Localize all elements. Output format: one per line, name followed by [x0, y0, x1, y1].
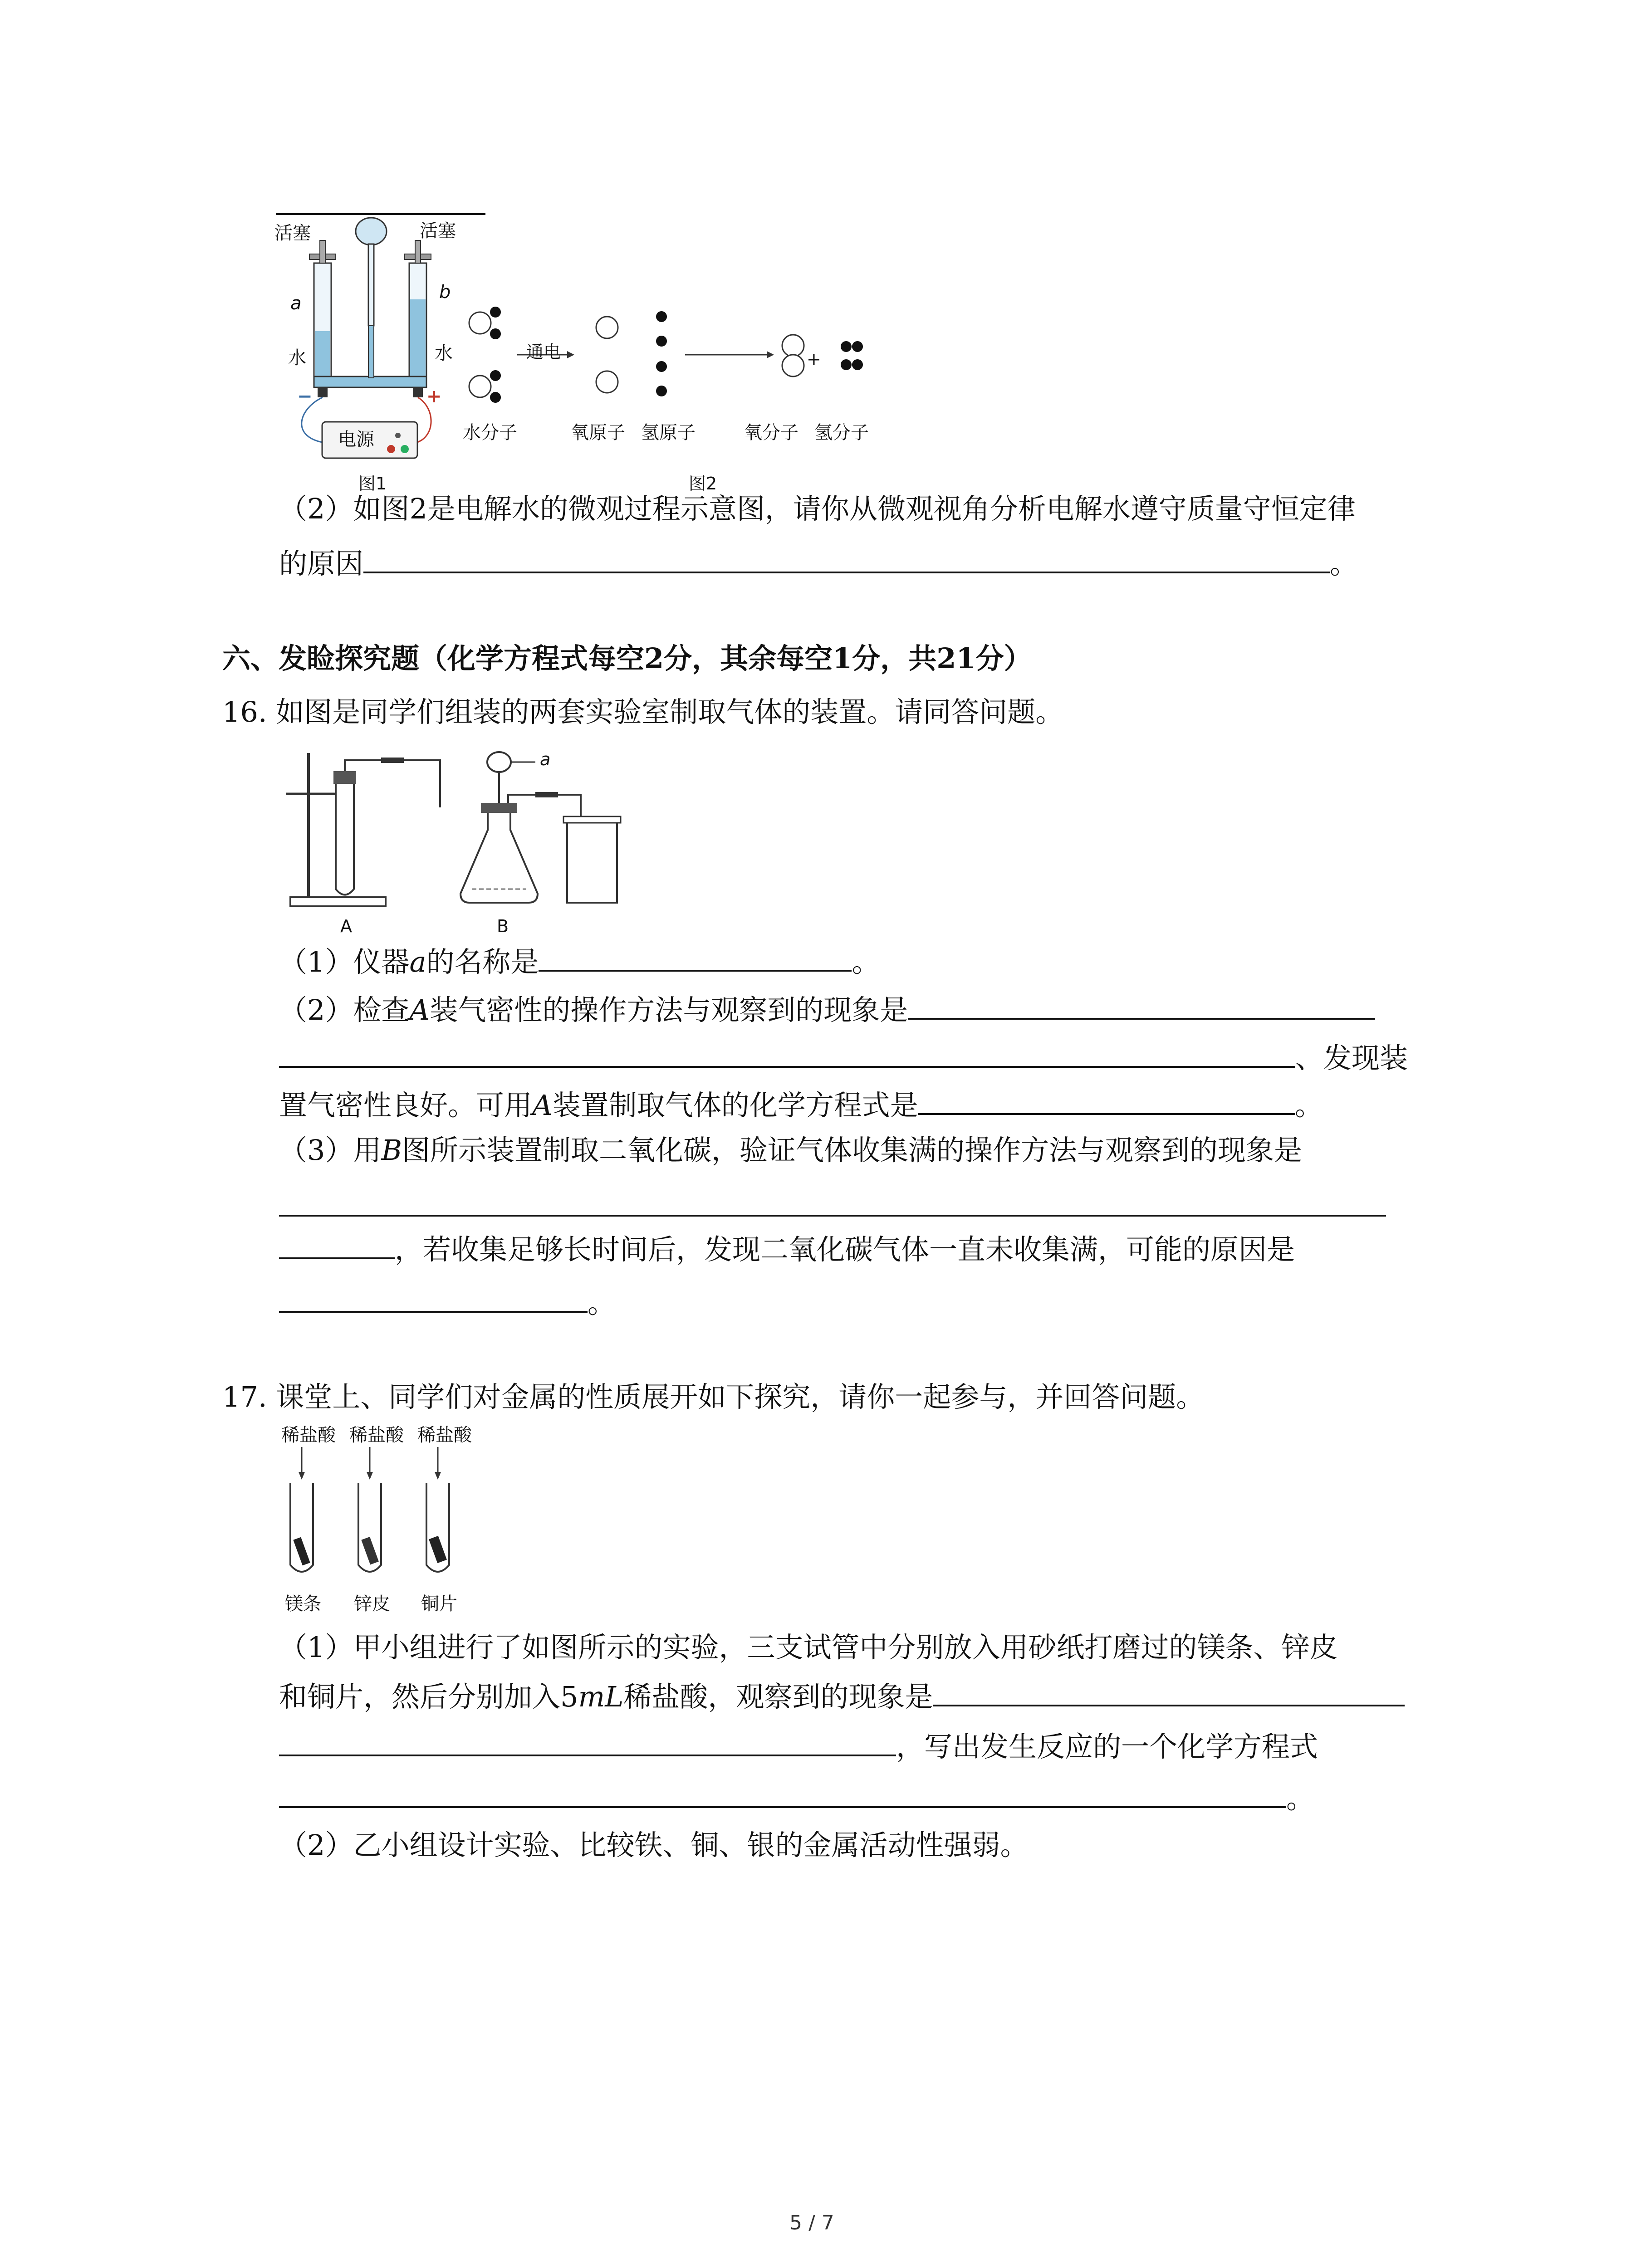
figure-2-caption: 图2 [689, 474, 717, 494]
q17-2: （2）乙小组设计实验、比较铁、铜、银的金属活动性强弱。 [279, 1828, 1029, 1862]
water-right-label: 水 [435, 343, 453, 364]
q17-1-line2-b: 稀盐酸，观察到的现象是 [623, 1680, 933, 1713]
stopcock-right-label: 活塞 [420, 220, 456, 241]
section-6-title: 六、发睑探究题（化学方程式每空2分，其余每空1分，共21分） [222, 642, 1032, 675]
q17-1-line2-a: 和铜片，然后分别加入5 [279, 1680, 578, 1713]
q17-stem: 17. 课堂上、同学们对金属的性质展开如下探究，请你一起参与，并回答问题。 [222, 1380, 1205, 1413]
acid-label-1: 稀盐酸 [281, 1425, 336, 1446]
q16-2-line2-end: 、发现装 [1295, 1041, 1408, 1075]
oxygen-atom-label: 氧原子 [571, 422, 625, 443]
hydrogen-atom-label: 氢原子 [641, 422, 696, 443]
water-left-label: 水 [288, 347, 306, 368]
q15-2-line1: （2）如图2是电解水的微观过程示意图，请你从微观视角分析电解水遵守质量守恒定律 [279, 492, 1356, 525]
q16-2-prefix: （2）检查 [279, 993, 410, 1026]
positive-electrode-label: + [426, 386, 442, 407]
metal-acid-drawing [277, 1447, 485, 1583]
q16-3-line3-text: ，若收集足够长时间后，发现二氧化碳气体一直未收集满，可能的原因是 [395, 1233, 1295, 1266]
q17-1-line3-text: ，写出发生反应的一个化学方程式 [896, 1730, 1318, 1763]
q15-2-suffix: 。 [1330, 547, 1358, 580]
negative-electrode-label: − [297, 386, 313, 407]
apparatus-A-label: A [340, 916, 352, 936]
q16-3-answer-blank-1[interactable] [279, 1201, 1386, 1217]
metal-label-zinc: 锌皮 [354, 1593, 390, 1614]
q16-3-reason-blank[interactable] [279, 1284, 588, 1313]
q16-2-line3-var: A [532, 1089, 553, 1122]
q16-2-mid: 装气密性的操作方法与观察到的现象是 [430, 993, 908, 1026]
tube-a-label: a [290, 293, 302, 314]
q16-1-var: a [409, 945, 426, 978]
q16-2-line3-b: 装置制取气体的化学方程式是 [552, 1089, 918, 1122]
q16-stem: 16. 如图是同学们组装的两套实验室制取气体的装置。请同答问题。 [222, 695, 1064, 728]
q17-1-line2 [279, 1677, 1405, 1715]
q16-2-line3-a: 置气密性良好。可用 [279, 1089, 533, 1122]
q15-2-line2 [279, 544, 1358, 582]
plus-sign: + [807, 349, 821, 369]
q16-1-end: 。 [852, 945, 880, 978]
q16-3-var: B [381, 1134, 402, 1167]
q16-1-answer-blank[interactable] [539, 943, 852, 972]
acid-label-2: 稀盐酸 [349, 1425, 404, 1446]
q17-1-phenomenon-blank-1[interactable] [933, 1677, 1405, 1706]
q16-2-line3 [279, 1086, 1323, 1124]
q17-1-line3 [279, 1727, 1318, 1765]
q17-1-phenomenon-blank-2[interactable] [279, 1727, 896, 1756]
q16-3-prefix: （3）用 [279, 1134, 382, 1167]
q17-1-unit: mL [578, 1680, 624, 1713]
stopcock-left-label: 活塞 [274, 223, 311, 244]
q16-2-line2 [279, 1039, 1408, 1076]
q16-1-mid: 的名称是 [426, 945, 539, 978]
oxygen-molecule-label: 氧分子 [744, 422, 798, 443]
q16-3-line3 [279, 1230, 1295, 1268]
q16-3-line4 [279, 1284, 616, 1321]
q16-2-answer-blank-1[interactable] [908, 991, 1375, 1020]
q16-2-equation-blank[interactable] [918, 1086, 1295, 1115]
instrument-a-label: a [540, 749, 551, 769]
power-supply-label: 电源 [338, 429, 374, 450]
q16-2-line1 [279, 991, 1375, 1028]
q16-3-answer-blank-2[interactable] [279, 1230, 395, 1259]
page-number: 5 / 7 [789, 2211, 834, 2234]
water-molecule-label: 水分子 [463, 422, 517, 443]
q16-3-line4-end: 。 [588, 1286, 616, 1320]
q16-2-answer-blank-2[interactable] [279, 1039, 1295, 1068]
q17-1-line1: （1）甲小组进行了如图所示的实验，三支试管中分别放入用砂纸打磨过的镁条、锌皮 [279, 1631, 1338, 1664]
tube-b-label: b [439, 282, 451, 303]
q16-1-prefix: （1）仪器 [279, 945, 410, 978]
q16-2-var: A [409, 993, 430, 1026]
q16-3-line1 [279, 1132, 1302, 1168]
hydrogen-molecule-label: 氢分子 [814, 422, 869, 443]
q15-2-answer-blank[interactable] [363, 544, 1330, 573]
metal-label-copper: 铜片 [421, 1593, 457, 1614]
q17-1-line4 [279, 1779, 1314, 1817]
q15-2-prefix: 的原因 [279, 547, 364, 580]
figure-1-caption: 图1 [358, 474, 387, 494]
q16-2-line3-end: 。 [1294, 1089, 1323, 1122]
q17-1-equation-blank[interactable] [279, 1779, 1286, 1808]
apparatus-B-label: B [497, 916, 509, 936]
q16-1 [279, 943, 880, 980]
q17-1-line4-end: 。 [1286, 1782, 1315, 1815]
metal-label-magnesium: 镁条 [285, 1593, 321, 1614]
q16-3-rest: 图所示装置制取二氧化碳，验证气体收集满的操作方法与观察到的现象是 [402, 1134, 1303, 1167]
gas-apparatus-drawing [281, 744, 635, 925]
electrify-arrow-label: 通电 [526, 342, 561, 362]
acid-label-3: 稀盐酸 [417, 1425, 472, 1446]
